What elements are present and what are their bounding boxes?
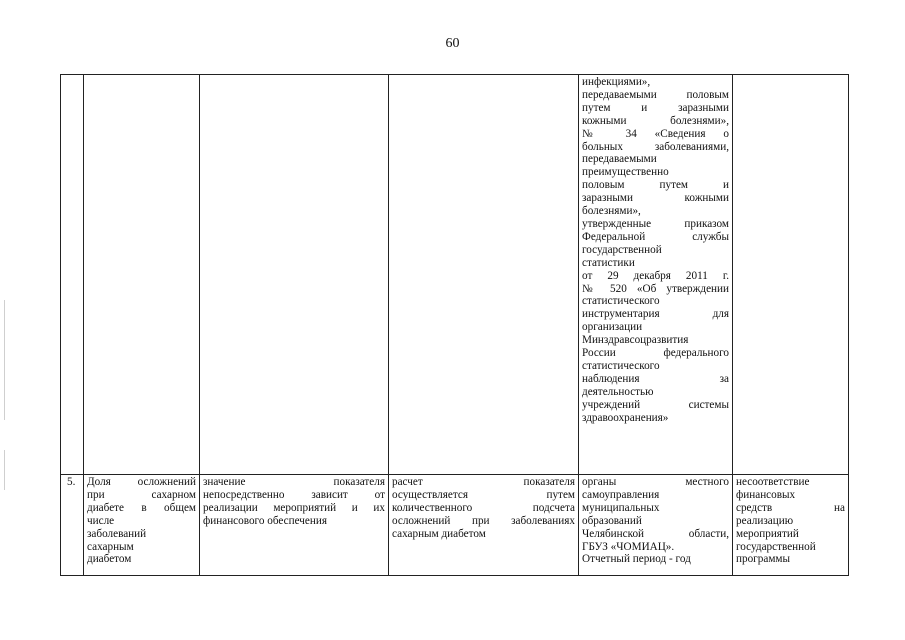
text-line: от 29 декабря 2011 г. xyxy=(582,269,729,282)
cell-risks xyxy=(733,75,849,475)
text-line: государственной xyxy=(736,540,816,553)
text-line: расчет показателя xyxy=(392,476,575,488)
table-row xyxy=(61,475,849,576)
text-line: Челябинской области, xyxy=(582,527,729,540)
cell-indicator xyxy=(84,75,200,475)
text-line: финансовых xyxy=(736,488,796,501)
text-line: заболеваний xyxy=(87,527,147,540)
cell-source xyxy=(579,475,733,576)
text-line: числе xyxy=(87,514,115,527)
text-line: сахарным диабетом xyxy=(392,527,486,540)
cell-calculation xyxy=(389,75,579,475)
cell-source xyxy=(579,75,733,475)
text-line: России федерального xyxy=(582,347,729,360)
text-line: организации xyxy=(582,321,643,334)
text-line: больных заболеваниями, xyxy=(582,140,729,153)
table-row-continuation xyxy=(61,75,849,475)
text-line: заразными кожными xyxy=(582,192,729,205)
text-line: Доля осложнений xyxy=(87,476,196,488)
text-line: значение показателя xyxy=(203,476,385,488)
text-line: Федеральной службы xyxy=(582,230,729,243)
text-line: образований xyxy=(582,514,642,527)
text-line: учреждений системы xyxy=(582,398,729,411)
text-line: преимущественно xyxy=(582,166,669,179)
text-line: реализацию xyxy=(736,514,794,527)
text-line: самоуправления xyxy=(582,488,660,501)
text-line: осуществляется путем xyxy=(392,488,575,501)
text-line: реализации мероприятий и их xyxy=(203,501,385,514)
page-number: 60 xyxy=(445,36,460,51)
text-line: передаваемыми половым xyxy=(582,88,729,101)
text-line: кожными болезнями», xyxy=(582,114,729,127)
text-line: путем и заразными xyxy=(582,101,729,114)
margin-scan-mark xyxy=(4,300,5,420)
text-line: деятельностью xyxy=(582,385,654,398)
text-line: передаваемыми xyxy=(582,153,657,166)
text-line: инструментария для xyxy=(582,308,729,321)
text-line: средств на xyxy=(736,501,845,514)
text-line: Минздравсоцразвития xyxy=(582,334,689,347)
cell-calculation xyxy=(389,475,579,576)
text-line: органы местного xyxy=(582,476,729,488)
text-line: непосредственно зависит от xyxy=(203,488,385,501)
indicator-table xyxy=(60,74,849,576)
cell-number xyxy=(61,75,84,475)
text-line: болезнями», xyxy=(582,205,641,218)
text-line: Отчетный период - год xyxy=(582,553,691,566)
text-line: финансового обеспечения xyxy=(203,514,327,527)
text-line: № 34 «Сведения о xyxy=(582,127,729,140)
text-line: при сахарном xyxy=(87,488,196,501)
text-line: статистического xyxy=(582,295,660,308)
text-line: несоответствие xyxy=(736,476,810,488)
text-line: осложнений при заболеваниях xyxy=(392,514,575,527)
text-line: муниципальных xyxy=(582,501,660,514)
text-line: ГБУЗ «ЧОМИАЦ». xyxy=(582,540,675,553)
text-line: половым путем и xyxy=(582,179,729,192)
text-line: сахарным xyxy=(87,540,134,553)
text-line: государственной xyxy=(582,243,662,256)
text-line: программы xyxy=(736,553,790,566)
text-line: инфекциями», xyxy=(582,76,651,88)
cell-dependency xyxy=(200,475,389,576)
text-line: мероприятий xyxy=(736,527,799,540)
text-line: статистического xyxy=(582,359,660,372)
text-line: количественного подсчета xyxy=(392,501,575,514)
text-line: № 520 «Об утверждении xyxy=(582,282,729,295)
margin-scan-mark xyxy=(4,450,5,490)
text-line: наблюдения за xyxy=(582,372,729,385)
text-line: утвержденные приказом xyxy=(582,217,729,230)
text-line: здравоохранения» xyxy=(582,411,669,424)
cell-risks xyxy=(733,475,849,576)
text-line: диабетом xyxy=(87,553,132,566)
text-line: диабете в общем xyxy=(87,501,196,514)
cell-dependency xyxy=(200,75,389,475)
text-line: статистики xyxy=(582,256,635,269)
cell-indicator xyxy=(84,475,200,576)
row-number: 5. xyxy=(61,475,84,576)
